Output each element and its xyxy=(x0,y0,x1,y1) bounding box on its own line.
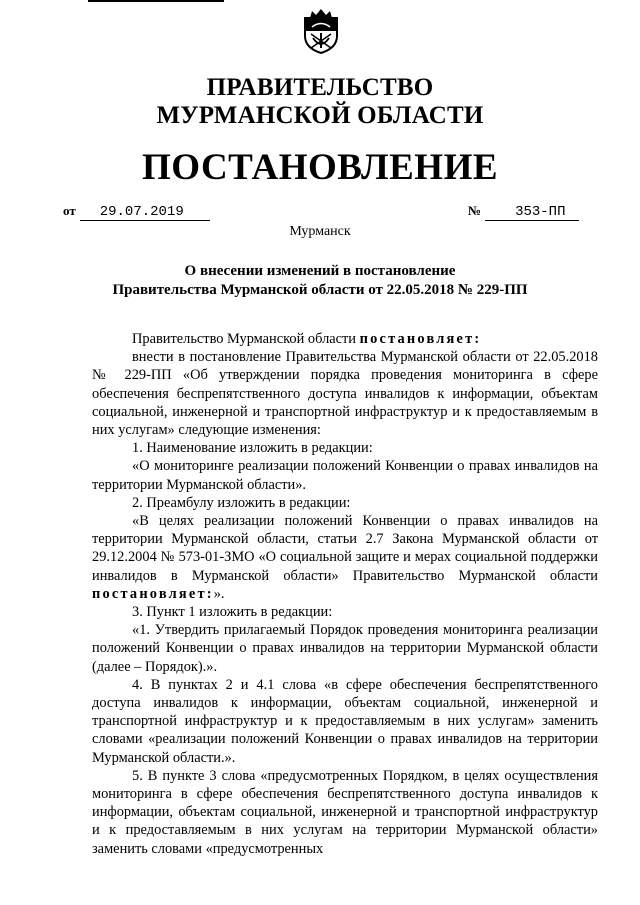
title-line1: О внесении изменений в постановление xyxy=(184,263,456,279)
number-field xyxy=(468,203,579,221)
city-name: Мурманск xyxy=(289,224,351,239)
top-rule xyxy=(88,0,224,2)
document-title xyxy=(0,262,640,300)
organization-name-line2: МУРМАНСКОЙ ОБЛАСТИ xyxy=(156,102,484,129)
paragraph-item-4: 4. В пунктах 2 и 4.1 слова «в сфере обеспечения беспрепятственного доступа инвалидов к информации, объектам социальной, инженерной и транспортной инфраструктур и к предоставляемым в них услугам» заменить словами «реализации положений Конвенции о правах инвалидов на территории Мурманской области.». xyxy=(92,676,598,766)
date-field xyxy=(63,203,210,221)
paragraph-item-3: 3. Пункт 1 изложить в редакции: xyxy=(132,604,333,621)
number-prefix: № xyxy=(468,203,482,218)
preamble-text: Правительство Мурманской области xyxy=(132,331,360,347)
paragraph-item-1: 1. Наименование изложить в редакции: xyxy=(132,440,373,457)
document-type-heading: ПОСТАНОВЛЕНИЕ xyxy=(141,147,499,188)
coat-of-arms-emblem xyxy=(301,6,341,54)
item-2-quote-text: «В целях реализации положений Конвенции о правах инвалидов на территории Мурманской области, статьи 2.7 Закона Мурманской области от 29.12.2004 № 573-01-ЗМО «О социальной защите и мерах социальной поддержки инвалидов в Мурманской области» Правительство Мурманской области xyxy=(92,513,598,584)
paragraph-item-1-quote: «О мониторинге реализации положений Конвенции о правах инвалидов на территории Мурманской области». xyxy=(92,458,598,493)
paragraph-item-3-quote: «1. Утвердить прилагаемый Порядок проведения мониторинга реализации положений Конвенции о правах инвалидов на территории Мурманской области (далее – Порядок).». xyxy=(92,622,598,675)
document-body xyxy=(92,330,598,858)
paragraph-amend-intro: внести в постановление Правительства Мурманской области от 22.05.2018 № 229-ПП «Об утверждении порядка проведения мониторинга в сфере обеспечения беспрепятственного доступа инвалидов к информации, объектам социальной, инженерной и транспортной инфраструктур и к предоставляемым в них услугам» следующие изменения: xyxy=(92,349,598,439)
organization-name-line1: ПРАВИТЕЛЬСТВО xyxy=(206,74,434,101)
title-line2: Правительства Мурманской области от 22.05.2018 № 229-ПП xyxy=(112,282,528,298)
paragraph-preamble xyxy=(92,330,598,348)
date-value: 29.07.2019 xyxy=(80,204,210,221)
date-prefix: от xyxy=(63,203,76,218)
resolves-word: постановляет: xyxy=(359,331,482,347)
paragraph-item-2: 2. Преамбулу изложить в редакции: xyxy=(132,494,351,511)
item-2-resolves-word: постановляет: xyxy=(92,585,214,602)
number-value: 353-ПП xyxy=(485,204,579,221)
item-2-quote-end: ». xyxy=(213,585,225,602)
paragraph-item-5: 5. В пункте 3 слова «предусмотренных Порядком, в целях осуществления мониторинга в сфере обеспечения беспрепятственного доступа инвалидов к информации, объектам социальной, инженерной и транспортной инфраструктур и к предоставляемым в них услугам на территории Мурманской области» заменить словами «предусмотренных xyxy=(92,767,598,857)
paragraph-item-2-quote xyxy=(92,512,598,603)
